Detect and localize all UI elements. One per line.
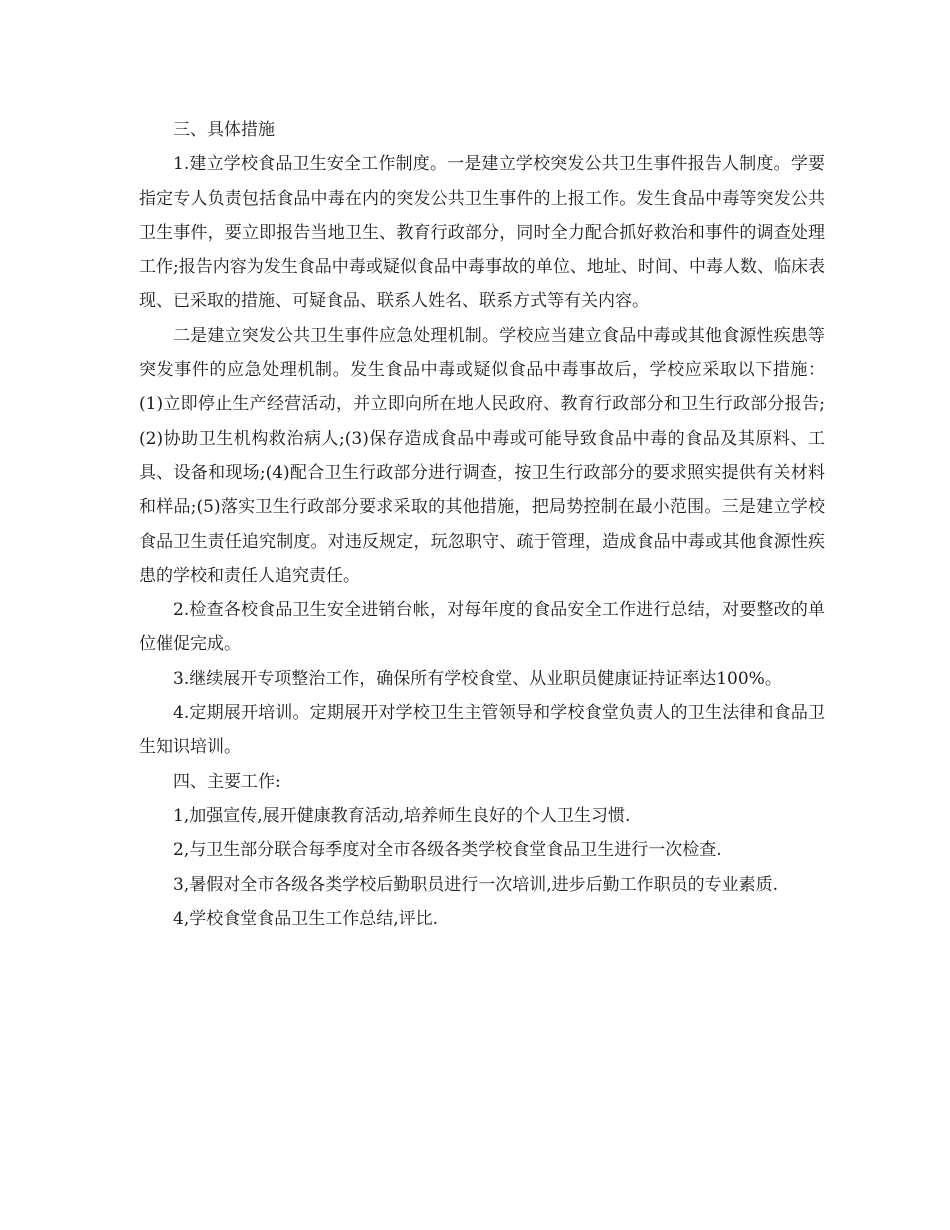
list-item-work-2: 2,与卫生部分联合每季度对全市各级各类学校食堂食品卫生进行一次检查.: [173, 840, 722, 861]
paragraph-measure-3: 3.继续展开专项整治工作，确保所有学校食堂、从业职员健康证持证率达100%。: [173, 668, 782, 689]
section-heading-main-work: 四、主要工作:: [173, 771, 281, 792]
paragraph-measure-4: 4.定期展开培训。定期展开对学校卫生主管领导和学校食堂负责人的卫生法律和食品卫生知识培训。: [139, 703, 825, 758]
list-item-work-3: 3,暑假对全市各级各类学校后勤职员进行一次培训,进步后勤工作职员的专业素质.: [173, 874, 779, 895]
paragraph-measure-2: 2.检查各校食品卫生安全进销台帐，对每年度的食品安全工作进行总结，对要整改的单位催促完成。: [139, 600, 825, 655]
list-item-work-1: 1,加强宣传,展开健康教育活动,培养师生良好的个人卫生习惯.: [173, 805, 631, 826]
list-item-work-4: 4,学校食堂食品卫生工作总结,评比.: [173, 908, 439, 929]
paragraph-emergency-mechanism: 二是建立突发公共卫生事件应急处理机制。学校应当建立食品中毒或其他食源性疾患等突发事件的应急处理机制。发生食品中毒或疑似食品中毒事故后，学校应采取以下措施：(1)立即停止生产经营活动，并立即向所在地人民政府、教育行政部分和卫生行政部分报告;(2)协助卫生机构救治病人;(3)保存造成食品中毒或可能导致食品中毒的食品及其原料、工具、设备和现场;(4)配合卫生行政部分进行调查，按卫生行政部分的要求照实提供有关材料和样品;(5)落实卫生行政部分要求采取的其他措施，把局势控制在最小范围。三是建立学校食品卫生责任追究制度。对违反规定，玩忽职守、疏于管理，造成食品中毒或其他食源性疾患的学校和责任人追究责任。: [139, 325, 825, 586]
section-heading-measures: 三、具体措施: [173, 120, 275, 140]
paragraph-measure-1: 1.建立学校食品卫生安全工作制度。一是建立学校突发公共卫生事件报告人制度。学要指定专人负责包括食品中毒在内的突发公共卫生事件的上报工作。发生食品中毒等突发公共卫生事件，要立即报告当地卫生、教育行政部分，同时全力配合抓好救治和事件的调查处理工作;报告内容为发生食品中毒或疑似食品中毒事故的单位、地址、时间、中毒人数、临床表现、已采取的措施、可疑食品、联系人姓名、联系方式等有关内容。: [139, 154, 825, 312]
document-body: [139, 113, 825, 936]
